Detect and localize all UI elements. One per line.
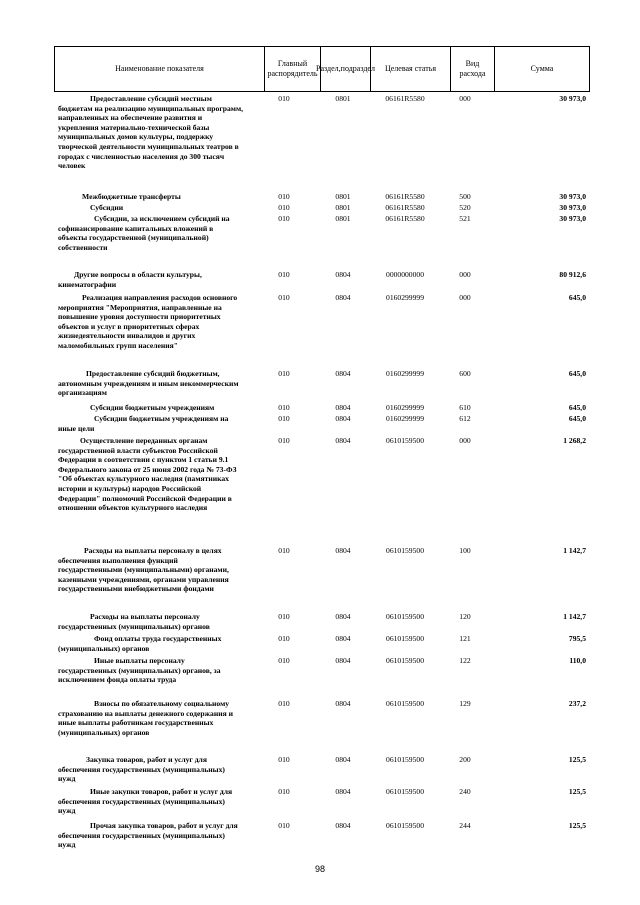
row-vid: 100 bbox=[459, 546, 471, 555]
row-ras: 010 bbox=[278, 94, 290, 103]
row-vid: 129 bbox=[459, 699, 471, 708]
row-name: Прочая закупка товаров, работ и услуг для обеспечения государственных (муниципальных) нужд bbox=[58, 821, 238, 850]
row-ras: 010 bbox=[278, 203, 290, 212]
row-ras: 010 bbox=[278, 270, 290, 279]
row-name: Предоставление субсидий бюджетным, автономным учреждениям и иным некоммерческим организациям bbox=[58, 369, 239, 398]
row-name: Субсидии bbox=[90, 203, 124, 212]
row-cel: 0610159500 bbox=[386, 755, 424, 764]
row-sum: 1 268,2 bbox=[563, 436, 586, 445]
row-cel: 0610159500 bbox=[386, 612, 424, 621]
row-ras: 010 bbox=[278, 414, 290, 423]
row-name: Фонд оплаты труда государственных (муниципальных) органов bbox=[58, 634, 222, 653]
row-raz: 0804 bbox=[335, 755, 351, 764]
row-cel: 0160299999 bbox=[386, 369, 424, 378]
row-ras: 010 bbox=[278, 369, 290, 378]
header-raz: Раздел,подраздел bbox=[321, 47, 371, 91]
row-cel: 06161R5580 bbox=[385, 192, 425, 201]
row-raz: 0804 bbox=[335, 634, 351, 643]
row-vid: 000 bbox=[459, 270, 471, 279]
row-vid: 120 bbox=[459, 612, 471, 621]
row-sum: 1 142,7 bbox=[563, 546, 586, 555]
row-name: Осуществление переданных органам государственной власти субъектов Российской Федерации в соответствии с пунктом 1 статьи 9.1 Федерального закона от 25 июня 2002 года № 73-ФЗ "Об объектах культурного наследия (памятниках истории и культуры) народов Российской Федерации" полномочий Российской Федерации в отношении объектов культурного наследия bbox=[58, 436, 237, 513]
row-raz: 0801 bbox=[335, 214, 351, 223]
row-vid: 520 bbox=[459, 203, 471, 212]
row-ras: 010 bbox=[278, 634, 290, 643]
row-ras: 010 bbox=[278, 436, 290, 445]
row-cel: 0000000000 bbox=[386, 270, 424, 279]
row-sum: 110,0 bbox=[569, 656, 586, 665]
row-raz: 0801 bbox=[335, 94, 351, 103]
row-vid: 121 bbox=[459, 634, 471, 643]
row-name: Предоставление субсидий местным бюджетам на реализацию муниципальных программ, направленных на обеспечение развития и укрепления материально-технической базы муниципальных домов культуры, поддержку творческой деятельности муниципальных театров в городах с численностью населения до 300 тысяч человек bbox=[58, 94, 244, 171]
row-vid: 500 bbox=[459, 192, 471, 201]
row-name: Субсидии, за исключением субсидий на софинансирование капитальных вложений в объекты государственной (муниципальной) собственности bbox=[58, 214, 230, 252]
row-name: Субсидии бюджетным учреждениям bbox=[90, 403, 215, 412]
row-vid: 000 bbox=[459, 94, 471, 103]
header-cel: Целевая статья bbox=[371, 47, 451, 91]
row-raz: 0804 bbox=[335, 369, 351, 378]
row-sum: 645,0 bbox=[568, 293, 586, 302]
row-raz: 0804 bbox=[335, 787, 351, 796]
row-sum: 237,2 bbox=[568, 699, 586, 708]
row-raz: 0804 bbox=[335, 436, 351, 445]
row-ras: 010 bbox=[278, 612, 290, 621]
row-sum: 30 973,0 bbox=[559, 214, 586, 223]
row-cel: 0610159500 bbox=[386, 787, 424, 796]
row-cel: 0160299999 bbox=[386, 414, 424, 423]
row-sum: 125,5 bbox=[568, 821, 586, 830]
row-name: Расходы на выплаты персоналу в целях обеспечения выполнения функций государственными (муниципальными) органами, казенными учреждениями, органами управления государственными внебюджетными фондами bbox=[58, 546, 229, 594]
row-cel: 0610159500 bbox=[386, 634, 424, 643]
row-raz: 0804 bbox=[335, 699, 351, 708]
row-sum: 645,0 bbox=[568, 403, 586, 412]
row-ras: 010 bbox=[278, 293, 290, 302]
row-name: Межбюджетные трансферты bbox=[82, 192, 181, 201]
row-sum: 795,5 bbox=[568, 634, 586, 643]
row-sum: 30 973,0 bbox=[559, 203, 586, 212]
row-name: Расходы на выплаты персоналу государственных (муниципальных) органов bbox=[58, 612, 210, 631]
row-name: Другие вопросы в области культуры, кинематографии bbox=[58, 270, 202, 289]
row-vid: 000 bbox=[459, 436, 471, 445]
header-vid: Вид расхода bbox=[451, 47, 495, 91]
row-raz: 0804 bbox=[335, 293, 351, 302]
row-ras: 010 bbox=[278, 699, 290, 708]
row-vid: 610 bbox=[459, 403, 471, 412]
row-sum: 30 973,0 bbox=[559, 192, 586, 201]
row-vid: 122 bbox=[459, 656, 471, 665]
row-vid: 000 bbox=[459, 293, 471, 302]
row-ras: 010 bbox=[278, 755, 290, 764]
page-number: 98 bbox=[314, 864, 325, 874]
row-ras: 010 bbox=[278, 214, 290, 223]
row-ras: 010 bbox=[278, 192, 290, 201]
row-sum: 125,5 bbox=[568, 787, 586, 796]
row-raz: 0801 bbox=[335, 192, 351, 201]
row-raz: 0804 bbox=[335, 612, 351, 621]
row-cel: 0160299999 bbox=[386, 403, 424, 412]
row-cel: 06161R5580 bbox=[385, 94, 425, 103]
row-vid: 200 bbox=[459, 755, 471, 764]
row-raz: 0804 bbox=[335, 546, 351, 555]
row-cel: 0610159500 bbox=[386, 546, 424, 555]
row-vid: 521 bbox=[459, 214, 471, 223]
row-vid: 612 bbox=[459, 414, 471, 423]
row-cel: 0160299999 bbox=[386, 293, 424, 302]
row-raz: 0804 bbox=[335, 270, 351, 279]
row-vid: 244 bbox=[459, 821, 471, 830]
row-sum: 1 142,7 bbox=[563, 612, 586, 621]
table-header bbox=[54, 46, 590, 92]
row-ras: 010 bbox=[278, 403, 290, 412]
row-cel: 0610159500 bbox=[386, 656, 424, 665]
row-name: Закупка товаров, работ и услуг для обеспечения государственных (муниципальных) нужд bbox=[58, 755, 225, 784]
row-name: Взносы по обязательному социальному страхованию на выплаты денежного содержания и иные выплаты работникам государственных (муниципальных) органов bbox=[58, 699, 233, 737]
row-sum: 125,5 bbox=[568, 755, 586, 764]
row-sum: 645,0 bbox=[568, 369, 586, 378]
row-vid: 240 bbox=[459, 787, 471, 796]
row-ras: 010 bbox=[278, 546, 290, 555]
row-cel: 06161R5580 bbox=[385, 214, 425, 223]
row-raz: 0804 bbox=[335, 403, 351, 412]
header-name: Наименование показателя bbox=[55, 47, 265, 91]
row-sum: 80 912,6 bbox=[559, 270, 586, 279]
row-name: Иные закупки товаров, работ и услуг для обеспечения государственных (муниципальных) нужд bbox=[58, 787, 233, 816]
row-name: Реализация направления расходов основного мероприятия "Мероприятия, направленные на повышение уровня доступности приоритетных объектов и услуг в приоритетных сферах жизнедеятельности инвалидов и других маломобильных групп населения" bbox=[58, 293, 238, 350]
row-cel: 0610159500 bbox=[386, 821, 424, 830]
header-sum: Сумма bbox=[530, 64, 554, 73]
row-cel: 0610159500 bbox=[386, 436, 424, 445]
row-sum: 645,0 bbox=[568, 414, 586, 423]
row-raz: 0804 bbox=[335, 414, 351, 423]
header-ras: Главный распорядитель bbox=[265, 47, 321, 91]
row-raz: 0804 bbox=[335, 656, 351, 665]
row-name: Иные выплаты персоналу государственных (муниципальных) органов, за исключением фонда оплаты труда bbox=[58, 656, 221, 685]
row-name: Субсидии бюджетным учреждениям на иные цели bbox=[58, 414, 229, 433]
row-sum: 30 973,0 bbox=[559, 94, 586, 103]
row-raz: 0804 bbox=[335, 821, 351, 830]
row-vid: 600 bbox=[459, 369, 471, 378]
row-ras: 010 bbox=[278, 787, 290, 796]
row-ras: 010 bbox=[278, 656, 290, 665]
row-cel: 0610159500 bbox=[386, 699, 424, 708]
row-ras: 010 bbox=[278, 821, 290, 830]
row-raz: 0801 bbox=[335, 203, 351, 212]
row-cel: 06161R5580 bbox=[385, 203, 425, 212]
